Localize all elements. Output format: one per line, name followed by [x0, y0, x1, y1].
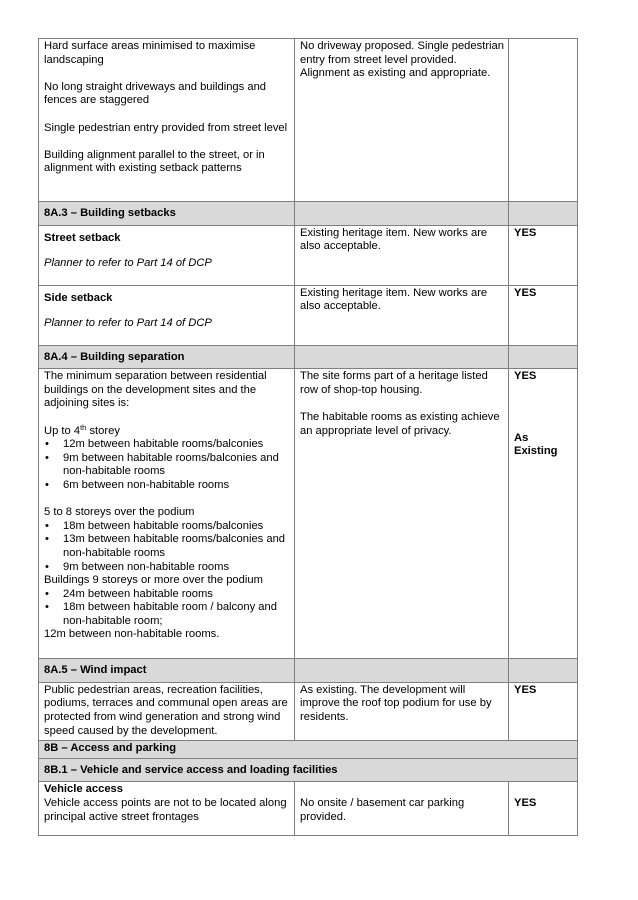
- section-header: 8B.1 – Vehicle and service access and loading facilities: [39, 758, 578, 782]
- control-text: Building alignment parallel to the street, or in alignment with existing setback patterns: [44, 148, 265, 175]
- comment-cell: [295, 782, 509, 836]
- section-header: 8B – Access and parking: [39, 741, 578, 759]
- table-row: [39, 225, 578, 285]
- list-item: • 12m between habitable rooms/balconies: [44, 438, 290, 452]
- list-item: • 13m between habitable rooms/balconies and non-habitable rooms: [44, 533, 290, 560]
- street-setback-title: Street setback: [44, 231, 121, 244]
- control-cell: Public pedestrian areas, recreation facilities, podiums, terraces and communal open areas are protected from wind generation and strong wind speed caused by the development.: [39, 682, 295, 740]
- status-value: YES: [509, 225, 578, 285]
- bullet-list: [44, 438, 290, 492]
- comment-text: No driveway proposed. Single pedestrian entry from street level provided.: [300, 40, 504, 66]
- section-header-row: [39, 345, 578, 369]
- comment-cell: [295, 369, 509, 659]
- bullet-list: [44, 520, 290, 574]
- status-value: YES: [514, 370, 537, 383]
- status-cell: [509, 39, 578, 202]
- control-text: Vehicle access points are not to be located along principal active street frontages: [44, 796, 287, 823]
- comment-cell: Existing heritage item. New works are also acceptable.: [295, 225, 509, 285]
- status-value: YES: [509, 682, 578, 740]
- group-title: Buildings 9 storeys or more over the podium: [44, 574, 263, 587]
- list-item: • 9m between habitable rooms/balconies and non-habitable rooms: [44, 452, 290, 479]
- control-text: 12m between non-habitable rooms.: [44, 628, 220, 641]
- bullet-list: [44, 588, 290, 629]
- control-text: Single pedestrian entry provided from street level: [44, 121, 288, 134]
- comment-text: No onsite / basement car parking provided.: [300, 796, 465, 823]
- section-header-row: [39, 202, 578, 226]
- list-item: • 24m between habitable rooms: [44, 588, 290, 602]
- up-to-4th-storey-label: Up to 4th storey: [44, 422, 120, 437]
- list-item: • 18m between habitable rooms/balconies: [44, 520, 290, 534]
- status-cell: [509, 782, 578, 836]
- comment-text: The site forms part of a heritage listed row of shop-top housing.: [300, 370, 488, 396]
- control-text: The minimum separation between residential buildings on the development sites and the adjoining sites is:: [44, 370, 267, 410]
- side-setback-title: Side setback: [44, 291, 113, 304]
- status-value: YES: [514, 796, 537, 809]
- control-cell: [39, 782, 295, 836]
- comment-cell: As existing. The development will improve the roof top podium for use by residents.: [295, 682, 509, 740]
- comment-cell: [295, 39, 509, 202]
- table-row: [39, 285, 578, 345]
- group-title: 5 to 8 storeys over the podium: [44, 506, 195, 519]
- comment-text: Alignment as existing and appropriate.: [300, 67, 491, 80]
- vehicle-access-title: Vehicle access: [44, 783, 124, 796]
- status-cell: [509, 369, 578, 659]
- status-value: As Existing: [514, 431, 558, 458]
- control-text: No long straight driveways and buildings and fences are staggered: [44, 80, 267, 107]
- control-cell: [39, 39, 295, 202]
- status-value: YES: [509, 285, 578, 345]
- table-row: [39, 682, 578, 740]
- control-cell: [39, 285, 295, 345]
- control-text: Hard surface areas minimised to maximise landscaping: [44, 40, 256, 66]
- side-setback-note: Planner to refer to Part 14 of DCP: [44, 317, 212, 330]
- table-row: [39, 782, 578, 836]
- comment-cell: Existing heritage item. New works are also acceptable.: [295, 285, 509, 345]
- section-header: 8A.3 – Building setbacks: [39, 202, 295, 226]
- table-row: [39, 39, 578, 202]
- section-header-row: [39, 758, 578, 782]
- section-header-row: [39, 741, 578, 759]
- control-cell: [39, 225, 295, 285]
- street-setback-note: Planner to refer to Part 14 of DCP: [44, 257, 212, 270]
- list-item: • 18m between habitable room / balcony and non-habitable room;: [44, 601, 290, 628]
- section-header-row: [39, 659, 578, 683]
- list-item: • 6m between non-habitable rooms: [44, 479, 290, 493]
- compliance-table: [38, 38, 578, 836]
- comment-text: The habitable rooms as existing achieve an appropriate level of privacy.: [300, 410, 500, 437]
- list-item: • 9m between non-habitable rooms: [44, 561, 290, 575]
- control-cell: [39, 369, 295, 659]
- section-header: 8A.5 – Wind impact: [39, 659, 295, 683]
- table-row: [39, 369, 578, 659]
- section-header: 8A.4 – Building separation: [39, 345, 295, 369]
